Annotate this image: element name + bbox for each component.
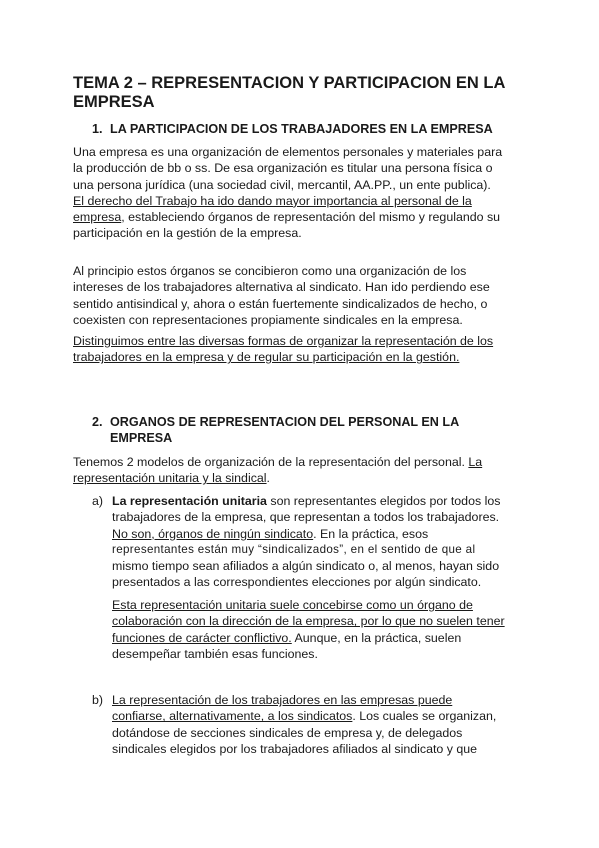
underlined-text: La representación de los trabajadores en las empresas puede [112, 693, 453, 707]
underlined-text: funciones de carácter conflictivo. [112, 630, 292, 645]
text-line: sindicales elegidos por los trabajadores afiliados al sindicato y que [112, 741, 478, 756]
text-line: . [266, 471, 270, 486]
text-line: presentados a las correspondientes elecciones por algún sindicato. [112, 575, 482, 590]
underlined-text: confiarse, alternativamente, a los sindicatos [112, 709, 353, 724]
underlined-text: La [468, 455, 483, 469]
section-2-intro [73, 454, 523, 487]
list-marker: a) [92, 494, 104, 508]
text-line: la producción de bb o ss. De esa organización es titular una persona física o [73, 161, 493, 176]
text-line: una persona jurídica (una sociedad civil, mercantil, AA.PP., un ente publica). [73, 177, 491, 192]
text-line: dotándose de secciones sindicales de empresa y, de delegados [112, 725, 463, 740]
underlined-text: El derecho del Trabajo ha ido dando mayor importancia al personal de la [73, 193, 472, 208]
text-line: Aunque, en la práctica, suelen [291, 630, 462, 645]
list-marker: b) [92, 693, 104, 707]
section-2-title [110, 414, 510, 446]
text-line: participación en la gestión de la empresa. [73, 226, 302, 241]
text-line: son representantes elegidos por todos los [266, 494, 501, 508]
document-title: TEMA 2 – REPRESENTACION Y PARTICIPACION EN LA EMPRESA [73, 74, 505, 111]
underlined-text: colaboración con la dirección de la empresa, por lo que no suelen tener [112, 614, 505, 629]
underlined-text: No son, órganos de ningún sindicato [112, 526, 314, 541]
heading-line: EMPRESA [110, 431, 173, 445]
text-line: representantes están muy “sindicalizados”, en el sentido de que al [112, 542, 476, 556]
text-line: desempeñar también esas funciones. [112, 646, 318, 661]
underlined-text: trabajadores en la empresa y de regular su participación en la gestión. [73, 350, 460, 365]
underlined-text: empresa [73, 210, 122, 225]
text-line: Tenemos 2 modelos de organización de la representación del personal. [73, 455, 469, 469]
text-line: Al principio estos órganos se concibieron como una organización de los [73, 264, 467, 278]
section-1-title: LA PARTICIPACION DE LOS TRABAJADORES EN LA EMPRESA [110, 122, 493, 136]
text-line: . Los cuales se organizan, [352, 709, 497, 724]
text-line: coexisten con representaciones propiamente sindicales en la empresa. [73, 312, 463, 327]
section-2-number: 2. [92, 415, 103, 429]
text-line: trabajadores de la empresa, que representan a todos los trabajadores. [112, 510, 500, 525]
underlined-text: representación unitaria y la sindical [73, 471, 267, 486]
underlined-text: Esta representación unitaria suele concebirse como un órgano de [112, 598, 473, 612]
list-item-body [112, 597, 532, 662]
text-line: . En la práctica, esos [313, 526, 429, 541]
section-2-heading [92, 414, 532, 446]
text-line: Una empresa es una organización de elementos personales y materiales para [73, 145, 503, 159]
section-1-paragraph-1 [73, 144, 523, 242]
heading-line: ORGANOS DE REPRESENTACION DEL PERSONAL EN LA [110, 415, 460, 429]
list-item-b [92, 692, 532, 762]
underlined-text: Distinguimos entre las diversas formas de organizar la representación de los [73, 334, 494, 348]
list-item-body [112, 493, 532, 591]
section-1-paragraph-2 [73, 263, 523, 328]
section-1-heading [92, 121, 532, 137]
section-1-paragraph-3 [73, 333, 523, 366]
text-line: mismo tiempo sean afiliados a algún sindicato o, al menos, hayan sido [112, 559, 500, 574]
list-item-body [112, 692, 532, 757]
text-line: , estableciendo órganos de representación del mismo y regulando su [121, 210, 501, 225]
text-line: intereses de los trabajadores alternativa al sindicato. Han ido perdiendo ese [73, 280, 490, 295]
section-1-number: 1. [92, 122, 103, 136]
bold-text: La representación unitaria [112, 494, 267, 508]
text-line: sentido antisindical y, ahora o están fuertemente sindicalizados de hecho, o [73, 296, 488, 311]
